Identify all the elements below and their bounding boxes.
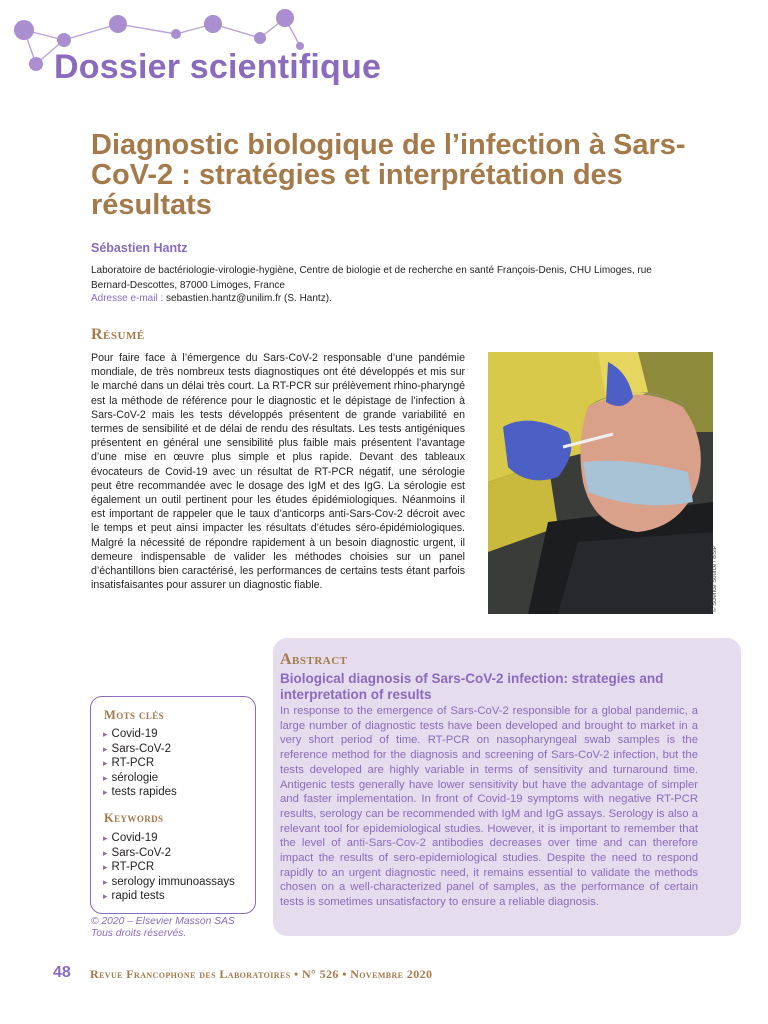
keywords-en-list <box>103 831 235 904</box>
keywords-box <box>90 696 256 914</box>
rights-line: Tous droits réservés. <box>91 928 187 939</box>
resume-text: Pour faire face à l’émergence du Sars-CoV-2 responsable d’une pandémie mondiale, de très nombreux tests diagnostiques ont été développés et mis sur le marché dans un délai très court. La RT-PCR sur prélèvement rhino-pharyngé est la méthode de référence pour le diagnostic et le dépistage de l’infection à Sars-CoV-2 mais les tests développés présentent de grande variabilité en termes de sensibilité et de délai de rendu des résultats. Les tests antigéniques présentent en général une sensibilité plus faible mais présentent l’avantage d’une mise en œuvre plus simple et plus rapide. Devant des tableaux évocateurs de Covid-19 avec un résultat de RT-PCR négatif, une sérologie peut être recommandée avec le dosage des IgM et des IgG. La sérologie est également un outil pertinent pour les études épidémiologiques. Néanmoins il est important de rappeler que le taux d’anticorps anti-Sars-Cov-2 décroit avec le temps et peut ainsi impacter les résultats d’études séro-épidémiologiques. Malgré la nécessité de répondre rapidement à un besoin diagnostic urgent, il demeure indispensable de valider les méthodes choisies sur un panel d’échantillons bien caractérisé, les performances de certains tests étant parfois insatisfaisantes pour assurer un diagnostic fiable. <box>91 352 465 592</box>
author-affiliation: Laboratoire de bactériologie-virologie-hygiène, Centre de biologie et de recherche en santé François-Denis, CHU Limoges, rue Bernard-Descottes, 87000 Limoges, France <box>91 265 652 291</box>
keyword-item: ▸ serology immunoassays <box>103 875 235 890</box>
section-title: Dossier scientifique <box>54 48 382 86</box>
keyword-item: ▸ sérologie <box>103 771 177 786</box>
keyword-item: ▸ Covid-19 <box>103 831 235 846</box>
keyword-item: ▸ tests rapides <box>103 785 177 800</box>
keyword-item: ▸ RT-PCR <box>103 860 235 875</box>
keyword-item: ▸ Sars-CoV-2 <box>103 846 235 861</box>
abstract-text: In response to the emergence of Sars-CoV-2 responsible for a global pandemic, a large number of diagnostic tests have been developed and brought to market in a very short period of time. RT-PCR on nasopharyngeal swab samples is the reference method for the diagnosis and screening of Sars-CoV-2 infection, but the tests developed are highly variable in terms of sensitivity and turnaround time. Antigenic tests generally have lower sensitivity but have the advantage of simpler and faster implementation. In front of Covid-19 symptoms with negative RT-PCR results, serology can be recommended with IgM and IgG assays. Serology is also a relevant tool for epidemiological studies. However, it is important to remember that the level of anti-Sars-Cov-2 antibodies decreases over time and can therefore impact the results of sero-epidemiological studies. Despite the need to respond rapidly to an urgent diagnostic need, it remains essential to validate the methods chosen on a well-characterized panel of samples, as the performance of certain tests is sometimes unsatisfactory to ensure a reliable diagnosis. <box>280 705 698 909</box>
keyword-item: ▸ RT-PCR <box>103 756 177 771</box>
photo-credit: © Science Source / BSIP <box>712 545 718 612</box>
abstract-title: Biological diagnosis of Sars-CoV-2 infection: strategies and interpretation of results <box>280 671 664 702</box>
keywords-fr-list <box>103 727 177 800</box>
abstract-heading: Abstract <box>280 651 348 668</box>
article-title: Diagnostic biologique de l’infection à Sars-CoV-2 : stratégies et interprétation des résultats <box>91 129 686 221</box>
author-email <box>91 293 332 304</box>
email-value: sebastien.hantz@unilim.fr (S. Hantz). <box>166 293 332 304</box>
keyword-item: ▸ rapid tests <box>103 889 235 904</box>
keywords-fr-heading: Mots clés <box>104 708 165 722</box>
keywords-en-heading: Keywords <box>104 811 164 825</box>
keyword-item: ▸ Sars-CoV-2 <box>103 742 177 757</box>
author-name: Sébastien Hantz <box>91 241 188 255</box>
resume-heading: Résumé <box>91 326 145 343</box>
email-label: Adresse e-mail : <box>91 293 164 304</box>
journal-footer: Revue Francophone des Laboratoires • N° 526 • Novembre 2020 <box>90 967 433 981</box>
copyright-notice <box>91 916 235 940</box>
nasal-swab-photo <box>488 352 713 614</box>
page-number: 48 <box>53 964 71 981</box>
copyright-line: © 2020 – Elsevier Masson SAS <box>91 916 235 927</box>
keyword-item: ▸ Covid-19 <box>103 727 177 742</box>
